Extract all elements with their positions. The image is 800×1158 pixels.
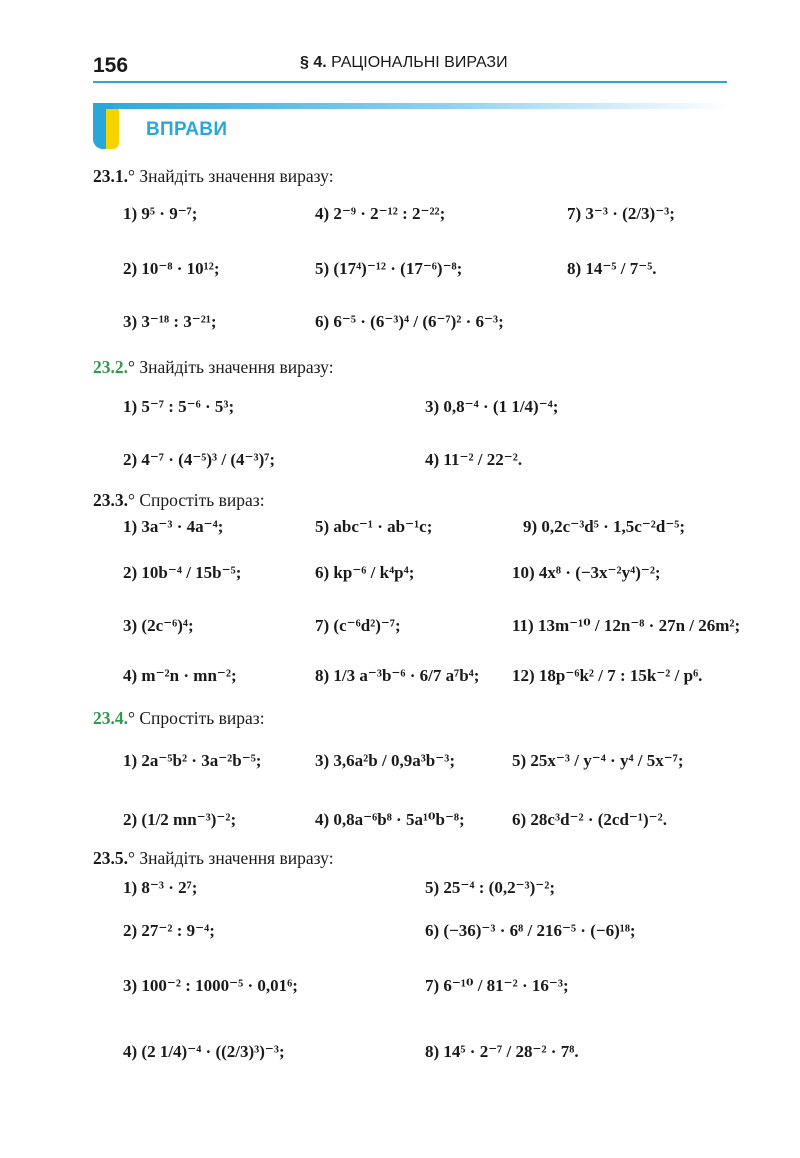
exercise-number: 23.2. [93, 357, 128, 377]
exercise-item: 5) 25⁻⁴ : (0,2⁻³)⁻²; [425, 878, 556, 897]
exercise-item: 4) 0,8a⁻⁶b⁸ · 5a¹⁰b⁻⁸; [315, 810, 465, 829]
running-header [300, 54, 508, 72]
exercise-item: 9) 0,2c⁻³d⁵ · 1,5c⁻²d⁻⁵; [523, 517, 686, 536]
exercise-number: 23.5. [93, 848, 128, 868]
exercise-item: 5) (17⁴)⁻¹² · (17⁻⁶)⁻⁸; [315, 259, 463, 278]
exercise-23-4-header [93, 708, 265, 729]
exercise-item: 8) 14⁵ · 2⁻⁷ / 28⁻² · 7⁸. [425, 1042, 579, 1061]
exercise-23-2-header [93, 357, 334, 378]
exercise-item: 12) 18p⁻⁶k² / 7 : 15k⁻² / p⁶. [512, 666, 703, 685]
exercise-item: 5) abc⁻¹ · ab⁻¹c; [315, 517, 433, 536]
exercise-item: 11) 13m⁻¹⁰ / 12n⁻⁸ · 27n / 26m²; [512, 616, 741, 635]
exercises-banner [93, 103, 728, 149]
exercise-23-5-header [93, 848, 334, 869]
banner-title: ВПРАВИ [146, 119, 228, 140]
exercise-number: 23.4. [93, 708, 128, 728]
exercise-item: 5) 25x⁻³ / y⁻⁴ · y⁴ / 5x⁻⁷; [512, 751, 684, 770]
exercise-item: 1) 2a⁻⁵b² · 3a⁻²b⁻⁵; [123, 751, 262, 770]
exercise-item: 6) 28c³d⁻² · (2cd⁻¹)⁻². [512, 810, 667, 829]
difficulty-mark: ° [128, 166, 135, 186]
exercise-item: 2) 27⁻² : 9⁻⁴; [123, 921, 215, 940]
exercise-title: Спростіть вираз: [139, 490, 265, 510]
exercise-item: 2) 10b⁻⁴ / 15b⁻⁵; [123, 563, 242, 582]
exercise-item: 1) 8⁻³ · 2⁷; [123, 878, 198, 897]
exercise-item: 3) 0,8⁻⁴ · (1 1/4)⁻⁴; [425, 397, 559, 416]
exercise-item: 10) 4x⁸ · (−3x⁻²y⁴)⁻²; [512, 563, 661, 582]
banner-yellow-tab [106, 109, 119, 149]
exercise-item: 7) 6⁻¹⁰ / 81⁻² · 16⁻³; [425, 976, 569, 995]
exercise-item: 3) 100⁻² : 1000⁻⁵ · 0,01⁶; [123, 976, 298, 995]
exercise-item: 8) 1/3 a⁻³b⁻⁶ · 6/7 a⁷b⁴; [315, 666, 480, 685]
header-rule [93, 81, 727, 83]
exercise-item: 3) 3,6a²b / 0,9a³b⁻³; [315, 751, 455, 770]
exercise-item: 8) 14⁻⁵ / 7⁻⁵. [567, 259, 657, 278]
exercise-item: 7) 3⁻³ · (2/3)⁻³; [567, 204, 675, 223]
section-title: РАЦІОНАЛЬНІ ВИРАЗИ [331, 54, 508, 71]
banner-gradient-bar [93, 103, 728, 109]
exercise-item: 4) (2 1/4)⁻⁴ · ((2/3)³)⁻³; [123, 1042, 285, 1061]
exercise-number: 23.1. [93, 166, 128, 186]
difficulty-mark: ° [128, 708, 135, 728]
exercise-title: Знайдіть значення виразу: [139, 848, 334, 868]
difficulty-mark: ° [128, 848, 135, 868]
exercise-item: 4) m⁻²n · mn⁻²; [123, 666, 237, 685]
exercise-item: 3) 3⁻¹⁸ : 3⁻²¹; [123, 312, 217, 331]
exercise-number: 23.3. [93, 490, 128, 510]
exercise-23-1-header [93, 166, 334, 187]
difficulty-mark: ° [128, 490, 135, 510]
exercise-item: 6) kp⁻⁶ / k⁴p⁴; [315, 563, 415, 582]
exercise-item: 2) 10⁻⁸ · 10¹²; [123, 259, 220, 278]
exercise-title: Знайдіть значення виразу: [139, 166, 334, 186]
page-number: 156 [93, 54, 129, 77]
exercise-item: 1) 3a⁻³ · 4a⁻⁴; [123, 517, 224, 536]
difficulty-mark: ° [128, 357, 135, 377]
exercise-title: Спростіть вираз: [139, 708, 265, 728]
exercise-item: 1) 9⁵ · 9⁻⁷; [123, 204, 198, 223]
exercise-item: 2) 4⁻⁷ · (4⁻⁵)³ / (4⁻³)⁷; [123, 450, 276, 469]
exercise-item: 6) (−36)⁻³ · 6⁸ / 216⁻⁵ · (−6)¹⁸; [425, 921, 636, 940]
exercise-item: 6) 6⁻⁵ · (6⁻³)⁴ / (6⁻⁷)² · 6⁻³; [315, 312, 504, 331]
exercise-item: 3) (2c⁻⁶)⁴; [123, 616, 194, 635]
exercise-item: 4) 11⁻² / 22⁻². [425, 450, 523, 469]
exercise-title: Знайдіть значення виразу: [139, 357, 334, 377]
exercise-item: 4) 2⁻⁹ · 2⁻¹² : 2⁻²²; [315, 204, 446, 223]
section-mark: § 4. [300, 54, 327, 71]
exercise-item: 2) (1/2 mn⁻³)⁻²; [123, 810, 237, 829]
exercise-item: 1) 5⁻⁷ : 5⁻⁶ · 5³; [123, 397, 235, 416]
exercise-item: 7) (c⁻⁶d²)⁻⁷; [315, 616, 401, 635]
exercise-23-3-header [93, 490, 265, 511]
